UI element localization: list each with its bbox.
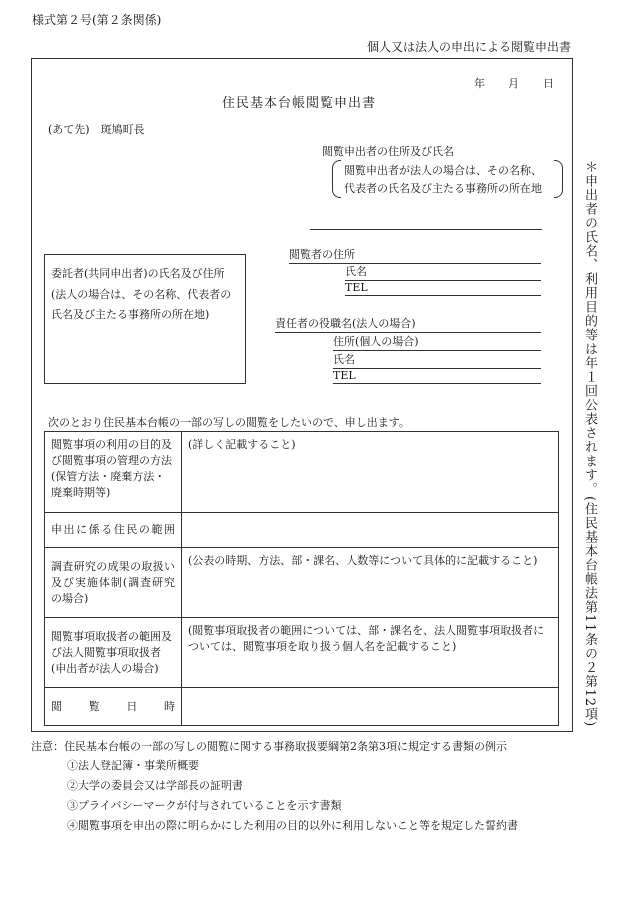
resp-address-label: 住所(個人の場合) — [333, 335, 419, 348]
resp-title-field[interactable] — [275, 315, 541, 333]
handlers-hint: (閲覧事項取扱者の範囲については、部・課名を、法人閲覧事項取扱者については、閲覧事項を取り扱う個人名を記載すること) — [188, 624, 545, 653]
viewing-datetime-field[interactable] — [182, 688, 559, 726]
purpose-hint: (詳しく記載すること) — [188, 438, 296, 451]
viewing-datetime-label: 閲覧日時 — [45, 688, 182, 726]
note-item: ①法人登記簿・事業所概要 — [67, 759, 199, 772]
bracket-right — [554, 160, 563, 198]
resp-tel-field[interactable] — [333, 369, 541, 384]
applicant-input-line[interactable] — [310, 229, 542, 230]
resp-name-field[interactable] — [333, 351, 541, 369]
residents-range-field[interactable] — [182, 513, 559, 548]
resp-name-label: 氏名 — [333, 353, 355, 366]
trustee-label-2: (法人の場合は、その名称、代表者の — [51, 288, 232, 301]
viewer-address-field[interactable] — [289, 246, 541, 264]
side-publication-note: ＊申出者の氏名、利用目的等は年１回公表されます。(住民基本台帳法第11条の２第12項) — [582, 160, 597, 728]
applicant-note-2: 代表者の氏名及び主たる事務所の所在地 — [344, 182, 542, 195]
intro-text: 次のとおり住民基本台帳の一部の写しの閲覧をしたいので、申し出ます。 — [48, 416, 410, 429]
residents-range-label: 申出に係る住民の範囲 — [45, 513, 182, 548]
purpose-label: 閲覧事項の利用の目的及び閲覧事項の管理の方法(保管方法・廃棄方法・廃棄時期等) — [45, 432, 182, 513]
date-month: 月 — [508, 77, 519, 90]
viewer-tel-field[interactable] — [345, 281, 541, 296]
addressee: (あて先) 斑鳩町長 — [48, 123, 145, 136]
date-year: 年 — [474, 77, 485, 90]
applicant-note-1: 閲覧申出者が法人の場合は、その名称、 — [344, 164, 542, 177]
handlers-field[interactable] — [182, 618, 559, 688]
trustee-label-3: 氏名及び主たる事務所の所在地) — [51, 308, 210, 321]
table-row — [45, 548, 559, 618]
page-title: 住民基本台帳閲覧申出書 — [222, 96, 377, 111]
research-field[interactable] — [182, 548, 559, 618]
resp-address-field[interactable] — [333, 333, 541, 351]
viewer-name-label: 氏名 — [345, 265, 367, 278]
handlers-label: 閲覧事項取扱者の範囲及び法人閲覧事項取扱者(申出者が法人の場合) — [45, 618, 182, 688]
notes-list — [67, 756, 518, 836]
research-hint: (公表の時期、方法、部・課名、人数等について具体的に記載すること) — [188, 554, 538, 567]
items-table — [44, 431, 559, 726]
form-number: 様式第２号(第２条関係) — [32, 13, 162, 27]
table-row — [45, 618, 559, 688]
viewer-name-field[interactable] — [345, 263, 541, 281]
note-item: ④閲覧事項を申出の際に明らかにした利用の目的以外に利用しないこと等を規定した誓約書 — [67, 819, 518, 832]
table-row — [45, 688, 559, 726]
viewer-tel-label: TEL — [345, 281, 368, 294]
note-item: ③プライバシーマークが付与されていることを示す書類 — [67, 799, 342, 812]
date-day: 日 — [543, 77, 554, 90]
applicant-label: 閲覧申出者の住所及び氏名 — [322, 145, 454, 158]
research-label: 調査研究の成果の取扱い及び実施体制(調査研究の場合) — [45, 548, 182, 618]
bracket-left — [332, 160, 341, 198]
notes-heading: 注意：住民基本台帳の一部の写しの閲覧に関する事務取扱要綱第2条第3項に規定する書類の例示 — [31, 740, 507, 753]
table-row — [45, 513, 559, 548]
trustee-label-1: 委託者(共同申出者)の氏名及び住所 — [51, 267, 225, 280]
table-row — [45, 432, 559, 513]
resp-title-label: 責任者の役職名(法人の場合) — [275, 317, 416, 330]
viewer-address-label: 閲覧者の住所 — [289, 248, 355, 261]
purpose-field[interactable] — [182, 432, 559, 513]
form-type-title: 個人又は法人の申出による閲覧申出書 — [367, 40, 572, 54]
note-item: ②大学の委員会又は学部長の証明書 — [67, 779, 243, 792]
resp-tel-label: TEL — [333, 369, 356, 382]
